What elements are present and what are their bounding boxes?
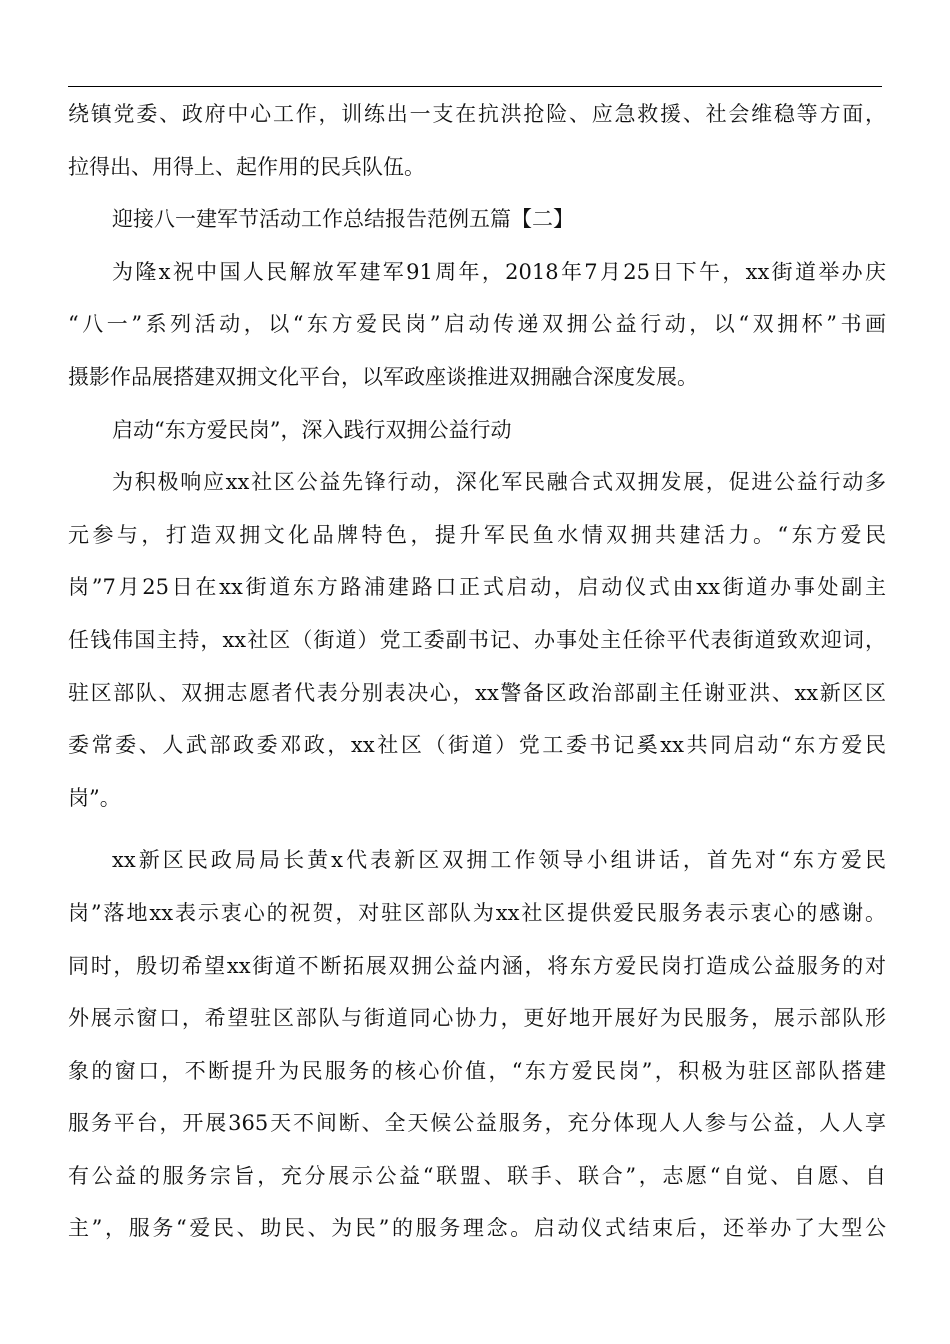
body-line: 主”，服务“爱民、助民、为民”的服务理念。启动仪式结束后，还举办了大型公	[68, 1216, 886, 1241]
body-line: xx新区民政局局长黄x代表新区双拥工作领导小组讲话，首先对“东方爱民	[112, 848, 886, 873]
body-line: 岗”7月25日在xx街道东方路浦建路口正式启动，启动仪式由xx街道办事处副主	[68, 575, 886, 600]
body-line: 岗”。	[68, 785, 121, 810]
body-line: 为积极响应xx社区公益先锋行动，深化军民融合式双拥发展，促进公益行动多	[112, 470, 886, 495]
body-line: 任钱伟国主持，xx社区（街道）党工委副书记、办事处主任徐平代表街道致欢迎词，	[68, 627, 886, 652]
body-line: 驻区部队、双拥志愿者代表分别表决心，xx警备区政治部副主任谢亚洪、xx新区区	[68, 680, 886, 705]
body-line: 外展示窗口，希望驻区部队与街道同心协力，更好地开展好为民服务，展示部队形	[68, 1006, 886, 1031]
section-heading: 迎接八一建军节活动工作总结报告范例五篇【二】	[112, 207, 574, 232]
body-line: 象的窗口，不断提升为民服务的核心价值，“东方爱民岗”，积极为驻区部队搭建	[68, 1058, 886, 1083]
body-line: 为隆x祝中国人民解放军建军91周年，2018年7月25日下午，xx街道举办庆	[112, 259, 886, 284]
body-line: “八一”系列活动，以“东方爱民岗”启动传递双拥公益行动，以“双拥杯”书画	[68, 312, 886, 337]
body-line: 有公益的服务宗旨，充分展示公益“联盟、联手、联合”，志愿“自觉、自愿、自	[68, 1163, 886, 1188]
body-line: 绕镇党委、政府中心工作，训练出一支在抗洪抢险、应急救援、社会维稳等方面，	[68, 102, 886, 126]
body-line: 服务平台，开展365天不间断、全天候公益服务，充分体现人人参与公益，人人享	[68, 1111, 886, 1136]
section-heading: 启动“东方爱民岗”，深入践行双拥公益行动	[112, 417, 512, 442]
body-line: 摄影作品展搭建双拥文化平台，以军政座谈推进双拥融合深度发展。	[68, 364, 698, 389]
body-line: 元参与，打造双拥文化品牌特色，提升军民鱼水情双拥共建活力。“东方爱民	[68, 522, 886, 547]
header-rule	[68, 86, 882, 87]
body-line: 岗”落地xx表示衷心的祝贺，对驻区部队为xx社区提供爱民服务表示衷心的感谢。	[68, 900, 886, 925]
document-body	[68, 88, 886, 1255]
body-line: 拉得出、用得上、起作用的民兵队伍。	[68, 154, 425, 179]
paragraph-gap	[68, 824, 886, 834]
body-line: 同时，殷切希望xx街道不断拓展双拥公益内涵，将东方爱民岗打造成公益服务的对	[68, 953, 886, 978]
body-line: 委常委、人武部政委邓政，xx社区（街道）党工委书记奚xx共同启动“东方爱民	[68, 733, 886, 758]
